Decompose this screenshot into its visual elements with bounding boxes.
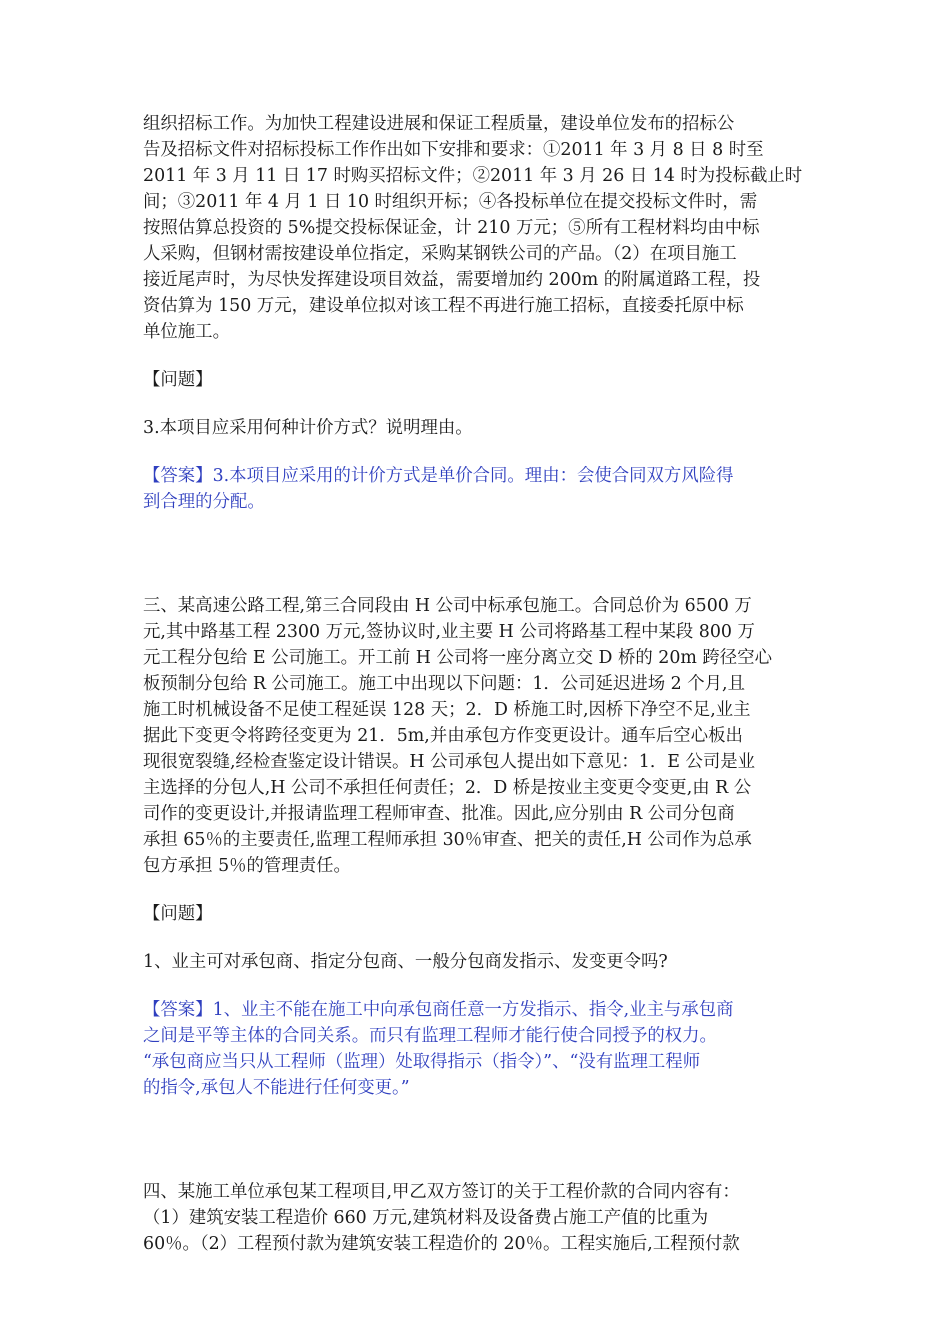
section3-question-heading: 【问题】	[143, 904, 213, 924]
section2-intro-paragraph: 组织招标工作。为加快工程建设进展和保证工程质量，建设单位发布的招标公 告及招标文件对招标投标工作作出如下安排和要求：①2011 年 3 月 8 日 8 时至 2011 年 3 月 11 日 17 时购买招标文件；②2011 年 3 月 26 日 14 时为投标截止时 间；③2011 年 4 月 1 日 10 时组织开标；④各投标单位在提交投标文件时，需 按照估算总投资的 5%提交投标保证金，计 210 万元；⑤所有工程材料均由中标 人采购，但钢材需按建设单位指定，采购某钢铁公司的产品。（2）在项目施工 接近尾声时，为尽快发挥建设项目效益，需要增加约 200m 的附属道路工程，投 资估算为 150 万元，建设单位拟对该工程不再进行施工招标，直接委托原中标 单位施工。	[143, 114, 803, 342]
section2-answer: 【答案】3.本项目应采用的计价方式是单价合同。理由：会使合同双方风险得 到合理的分配。	[143, 466, 734, 512]
section3-answer: 【答案】1、业主不能在施工中向承包商任意一方发指示、指令,业主与承包商 之间是平等主体的合同关系。而只有监理工程师才能行使合同授予的权力。 “承包商应当只从工程师（监理）处取得指示（指令）”、“没有监理工程师 的指令,承包人不能进行任何变更。”	[143, 1000, 734, 1098]
section2-question-heading: 【问题】	[143, 370, 213, 390]
section2-question: 3.本项目应采用何种计价方式？说明理由。	[143, 418, 473, 438]
section3-intro-paragraph: 三、某高速公路工程,第三合同段由 H 公司中标承包施工。合同总价为 6500 万 元,其中路基工程 2300 万元,签协议时,业主要 H 公司将路基工程中某段 800 万 元工程分包给 E 公司施工。开工前 H 公司将一座分离立交 D 桥的 20m 跨径空心 板预制分包给 R 公司施工。施工中出现以下问题：1．公司延迟进场 2 个月,且 施工时机械设备不足使工程延误 128 天；2．D 桥施工时,因桥下净空不足,业主 据此下变更令将跨径变更为 21．5m,并由承包方作变更设计。通车后空心板出 现很宽裂缝,经检查鉴定设计错误。H 公司承包人提出如下意见：1．E 公司是业 主选择的分包人,H 公司不承担任何责任；2．D 桥是按业主变更令变更,由 R 公 司作的变更设计,并报请监理工程师审查、批准。因此,应分别由 R 公司分包商 承担 65％的主要责任,监理工程师承担 30％审查、把关的责任,H 公司作为总承 包方承担 5％的管理责任。	[143, 596, 772, 876]
section4-intro-paragraph: 四、某施工单位承包某工程项目,甲乙双方签订的关于工程价款的合同内容有： （1）建筑安装工程造价 660 万元,建筑材料及设备费占施工产值的比重为 60％。（2）工程预付款为建筑安装工程造价的 20％。工程实施后,工程预付款	[143, 1182, 740, 1254]
document-page	[143, 111, 813, 1257]
section3-question: 1、业主可对承包商、指定分包商、一般分包商发指示、发变更令吗?	[143, 952, 668, 972]
